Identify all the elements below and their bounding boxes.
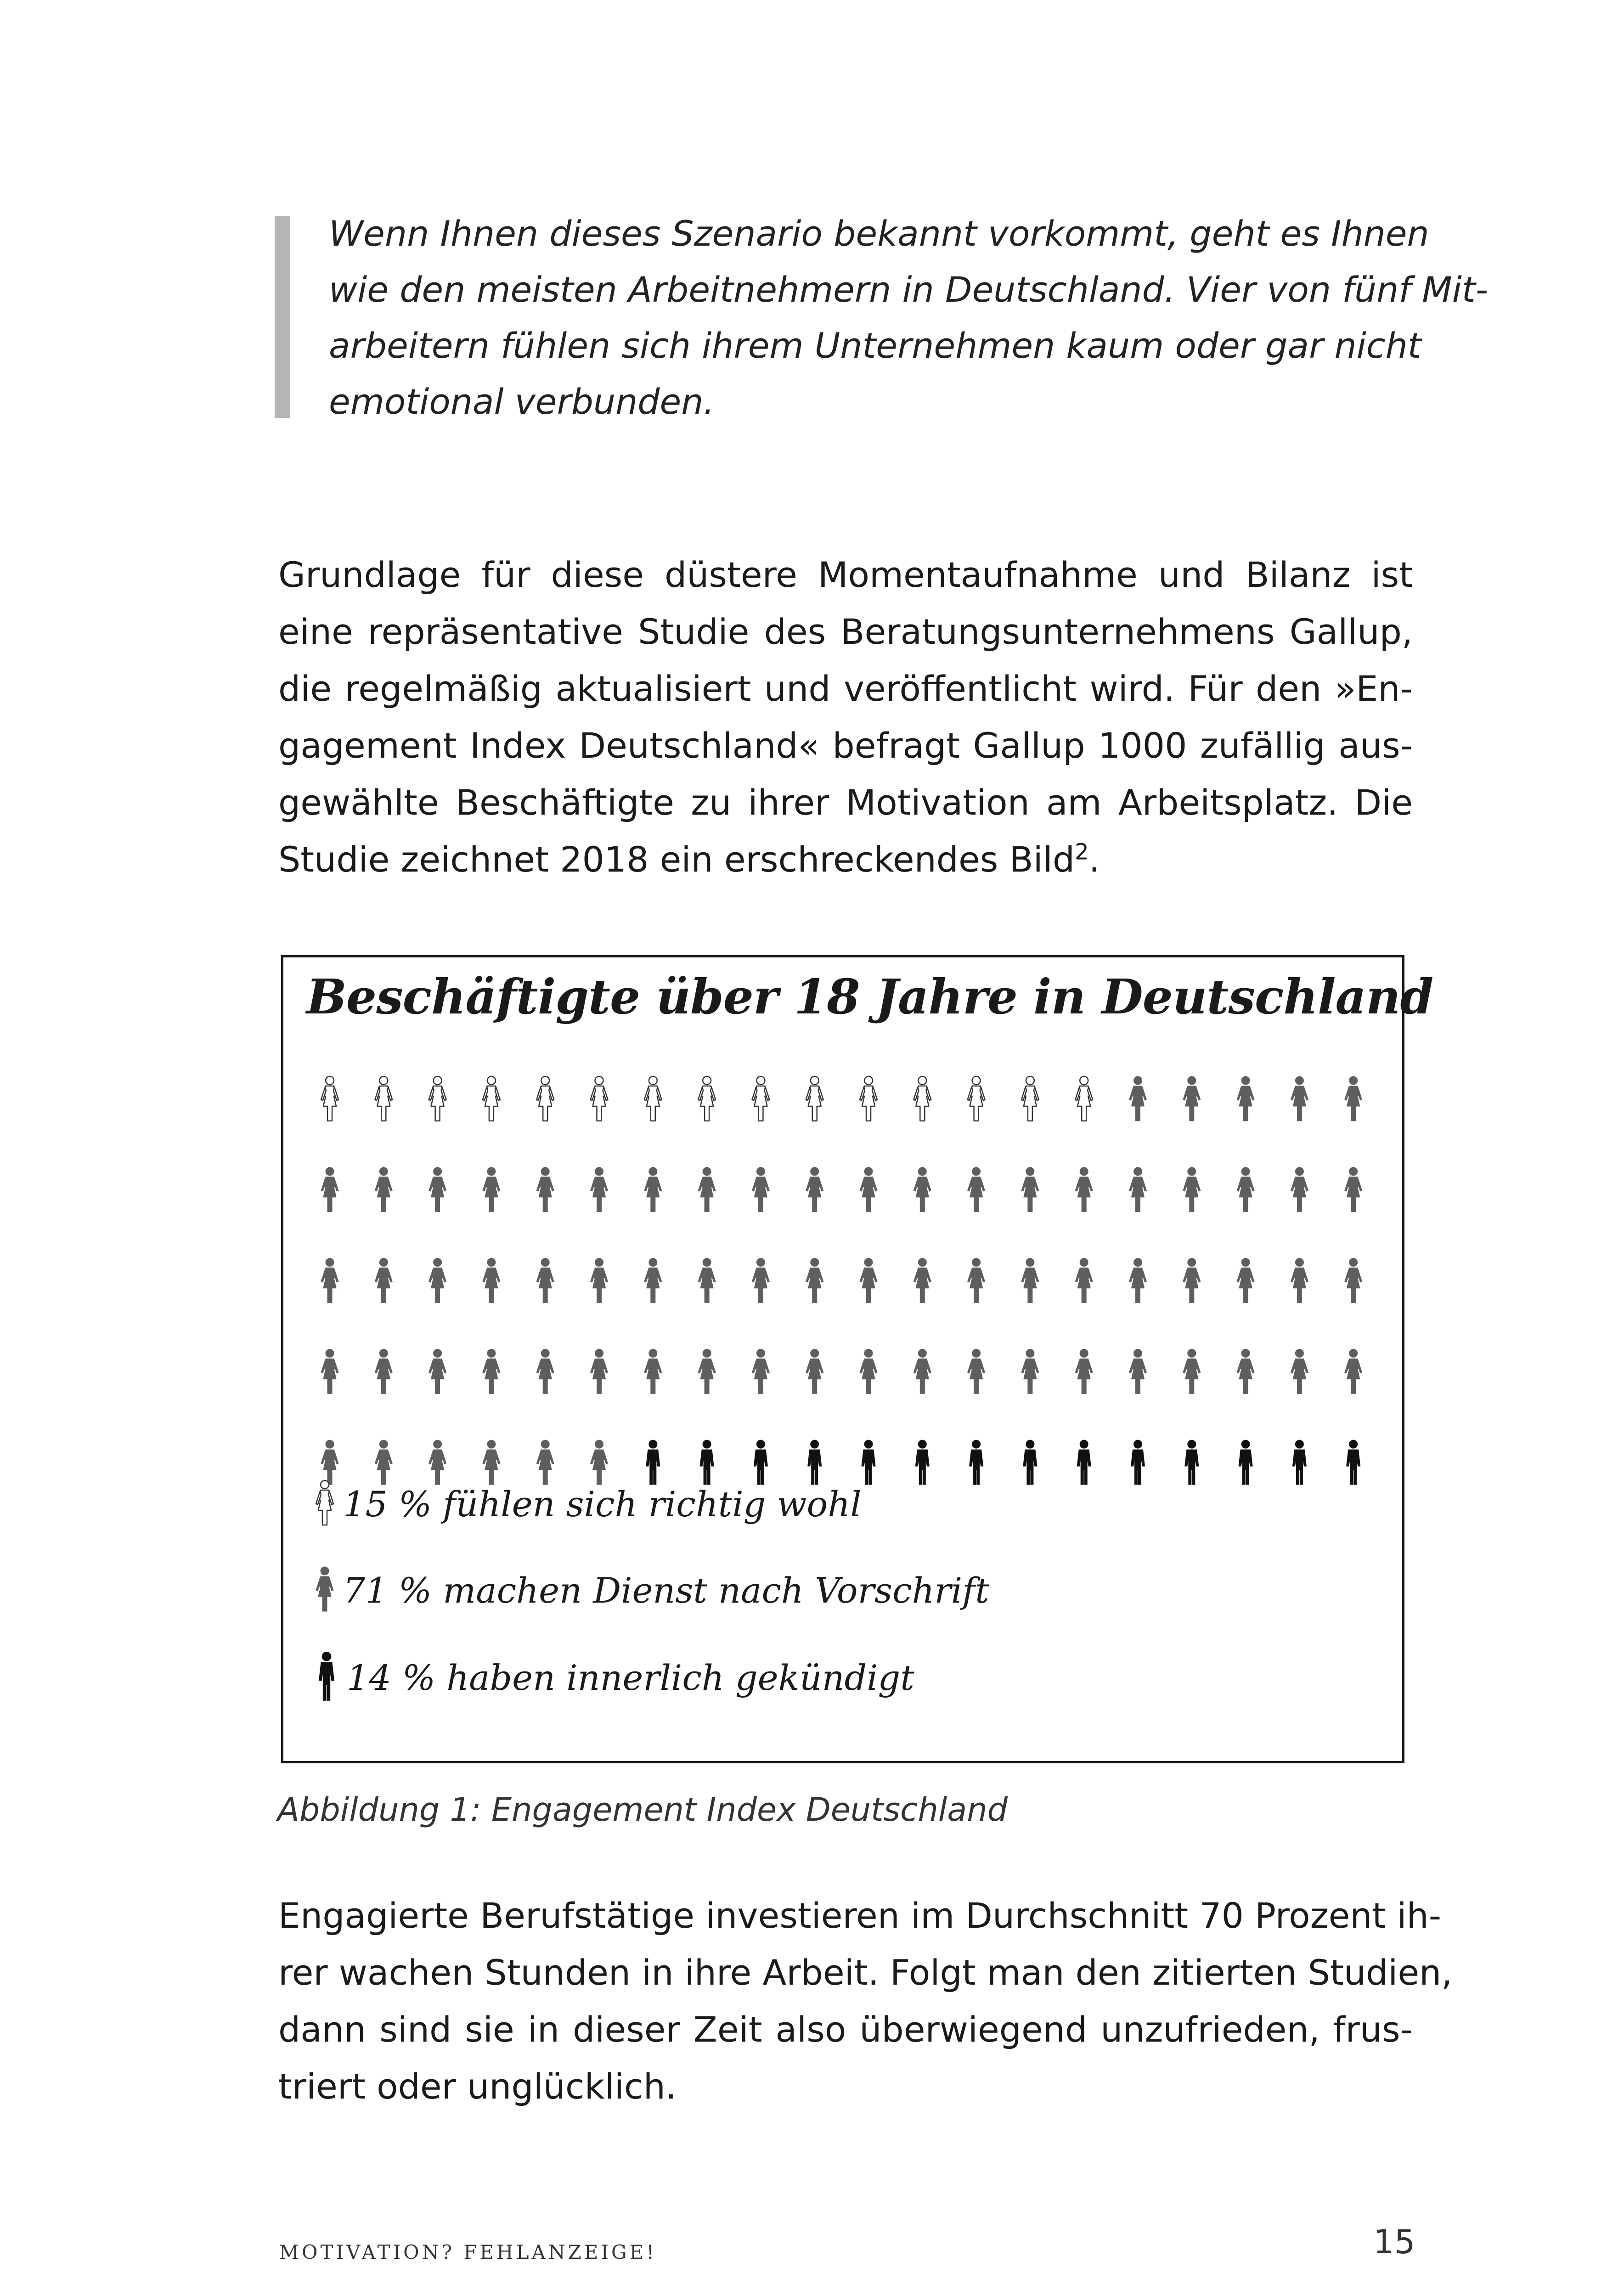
person-black-icon: [970, 1440, 983, 1485]
paragraph-1: [278, 546, 1413, 888]
person-gray-icon: [1237, 1258, 1254, 1303]
person-gray-icon: [806, 1258, 823, 1303]
person-gray-icon: [1129, 1349, 1147, 1394]
person-gray-icon: [752, 1167, 769, 1212]
person-gray-icon: [536, 1167, 554, 1212]
person-gray-icon: [1183, 1167, 1201, 1212]
person-gray-icon: [806, 1349, 823, 1394]
person-gray-icon: [429, 1167, 446, 1212]
end-punct: .: [1088, 839, 1100, 880]
legend-item-wohl: [312, 1476, 862, 1531]
person-gray-icon: [591, 1349, 608, 1394]
paragraph-line: gagement Index Deutschland« befragt Gallup 1000 zufällig aus-: [278, 725, 1413, 766]
person-gray-icon: [312, 1565, 338, 1615]
person-gray-icon: [1291, 1258, 1308, 1303]
person-gray-icon: [1129, 1076, 1147, 1121]
person-outline-icon: [914, 1076, 931, 1121]
paragraph-line: dann sind sie in dieser Zeit also überwiegend unzufrieden, frus-: [278, 2009, 1413, 2050]
person-gray-icon: [536, 1258, 554, 1303]
person-outline-icon: [860, 1076, 877, 1121]
person-gray-icon: [914, 1167, 931, 1212]
person-gray-icon: [968, 1349, 985, 1394]
person-outline-icon: [698, 1076, 716, 1121]
person-gray-icon: [968, 1167, 985, 1212]
legend-item-gekuendigt: [312, 1650, 914, 1705]
person-gray-icon: [483, 1258, 500, 1303]
person-outline-icon: [752, 1076, 769, 1121]
person-outline-icon: [644, 1076, 662, 1121]
person-gray-icon: [1021, 1349, 1039, 1394]
person-gray-icon: [698, 1167, 716, 1212]
paragraph-line: Studie zeichnet 2018 ein erschreckendes Bild: [278, 839, 1075, 880]
person-gray-icon: [1291, 1167, 1308, 1212]
person-gray-icon: [483, 1167, 500, 1212]
legend-item-vorschrift: [312, 1563, 989, 1618]
engagement-figure: [281, 955, 1433, 1763]
person-black-icon: [1292, 1440, 1306, 1485]
person-gray-icon: [860, 1258, 877, 1303]
person-gray-icon: [1075, 1258, 1093, 1303]
quote-line: arbeitern fühlen sich ihrem Unternehmen kaum oder gar nicht: [329, 325, 1421, 366]
person-gray-icon: [591, 1258, 608, 1303]
person-gray-icon: [1183, 1076, 1201, 1121]
person-gray-icon: [1183, 1349, 1201, 1394]
person-gray-icon: [1345, 1349, 1362, 1394]
page-number: 15: [1373, 2223, 1415, 2261]
person-gray-icon: [536, 1349, 554, 1394]
person-gray-icon: [321, 1349, 338, 1394]
footnote-mark: 2: [1075, 839, 1089, 865]
person-gray-icon: [1345, 1167, 1362, 1212]
person-gray-icon: [860, 1349, 877, 1394]
person-black-icon: [1077, 1440, 1091, 1485]
person-gray-icon: [375, 1349, 392, 1394]
legend-label: 15 % fühlen sich richtig wohl: [343, 1483, 862, 1525]
person-black-icon: [862, 1440, 875, 1485]
legend-label: 71 % machen Dienst nach Vorschrift: [343, 1570, 989, 1611]
person-gray-icon: [698, 1349, 716, 1394]
person-outline-icon: [1021, 1076, 1039, 1121]
person-gray-icon: [1291, 1076, 1308, 1121]
person-gray-icon: [1291, 1349, 1308, 1394]
person-gray-icon: [429, 1258, 446, 1303]
person-outline-icon: [321, 1076, 338, 1121]
person-outline-icon: [536, 1076, 554, 1121]
person-black-icon: [1023, 1440, 1037, 1485]
person-gray-icon: [752, 1349, 769, 1394]
person-gray-icon: [321, 1258, 338, 1303]
person-black-icon: [1347, 1440, 1360, 1485]
person-outline-icon: [375, 1076, 392, 1121]
legend-label: 14 % haben innerlich gekündigt: [347, 1657, 914, 1698]
person-outline-icon: [591, 1076, 608, 1121]
person-gray-icon: [752, 1258, 769, 1303]
person-gray-icon: [806, 1167, 823, 1212]
pictogram-grid: [283, 957, 1402, 1761]
person-gray-icon: [914, 1258, 931, 1303]
person-black-icon: [1131, 1440, 1145, 1485]
person-gray-icon: [1129, 1258, 1147, 1303]
figure-caption: Abbildung 1: Engagement Index Deutschland: [277, 1791, 1008, 1829]
person-outline-icon: [312, 1479, 338, 1529]
person-gray-icon: [914, 1349, 931, 1394]
person-gray-icon: [1075, 1167, 1093, 1212]
person-black-icon: [1185, 1440, 1199, 1485]
person-outline-icon: [1075, 1076, 1093, 1121]
quote-line: wie den meisten Arbeitnehmern in Deutschland. Vier von fünf Mit-: [329, 269, 1489, 310]
quote-line: emotional verbunden.: [329, 381, 715, 422]
paragraph-line: eine repräsentative Studie des Beratungsunternehmens Gallup,: [278, 611, 1413, 652]
figure-title: Beschäftigte über 18 Jahre in Deutschland: [306, 968, 1433, 1025]
person-outline-icon: [483, 1076, 500, 1121]
person-black-icon: [312, 1650, 341, 1705]
person-gray-icon: [698, 1258, 716, 1303]
person-black-icon: [1239, 1440, 1252, 1485]
person-gray-icon: [644, 1258, 662, 1303]
paragraph-last-line: [278, 831, 1413, 888]
paragraph-line: triert oder unglücklich.: [278, 2066, 677, 2107]
person-gray-icon: [1345, 1076, 1362, 1121]
running-head: MOTIVATION? FEHLANZEIGE!: [279, 2241, 657, 2263]
paragraph-line: gewählte Beschäftigte zu ihrer Motivation am Arbeitsplatz. Die: [278, 782, 1413, 823]
person-gray-icon: [1021, 1167, 1039, 1212]
person-gray-icon: [1183, 1258, 1201, 1303]
paragraph-line: Grundlage für diese düstere Momentaufnahme und Bilanz ist: [278, 554, 1413, 595]
person-outline-icon: [968, 1076, 985, 1121]
person-black-icon: [915, 1440, 929, 1485]
person-gray-icon: [644, 1349, 662, 1394]
person-outline-icon: [429, 1076, 446, 1121]
person-gray-icon: [1075, 1349, 1093, 1394]
person-gray-icon: [644, 1167, 662, 1212]
paragraph-2: [278, 1887, 1453, 2115]
quote-block: [329, 206, 1489, 430]
person-gray-icon: [1237, 1349, 1254, 1394]
quote-bar: [275, 216, 290, 418]
person-gray-icon: [968, 1258, 985, 1303]
person-gray-icon: [375, 1167, 392, 1212]
paragraph-line: rer wachen Stunden in ihre Arbeit. Folgt man den zitierten Studien,: [278, 1952, 1453, 1993]
person-gray-icon: [1237, 1167, 1254, 1212]
person-outline-icon: [806, 1076, 823, 1121]
person-gray-icon: [429, 1349, 446, 1394]
quote-line: Wenn Ihnen dieses Szenario bekannt vorkommt, geht es Ihnen: [329, 213, 1429, 254]
person-gray-icon: [483, 1349, 500, 1394]
person-gray-icon: [591, 1167, 608, 1212]
person-gray-icon: [1237, 1076, 1254, 1121]
paragraph-line: Engagierte Berufstätige investieren im Durchschnitt 70 Prozent ih-: [278, 1895, 1442, 1936]
person-gray-icon: [375, 1258, 392, 1303]
person-gray-icon: [321, 1167, 338, 1212]
person-gray-icon: [1021, 1258, 1039, 1303]
paragraph-line: die regelmäßig aktualisiert und veröffentlicht wird. Für den »En-: [278, 668, 1413, 709]
person-gray-icon: [860, 1167, 877, 1212]
person-gray-icon: [1345, 1258, 1362, 1303]
person-gray-icon: [1129, 1167, 1147, 1212]
